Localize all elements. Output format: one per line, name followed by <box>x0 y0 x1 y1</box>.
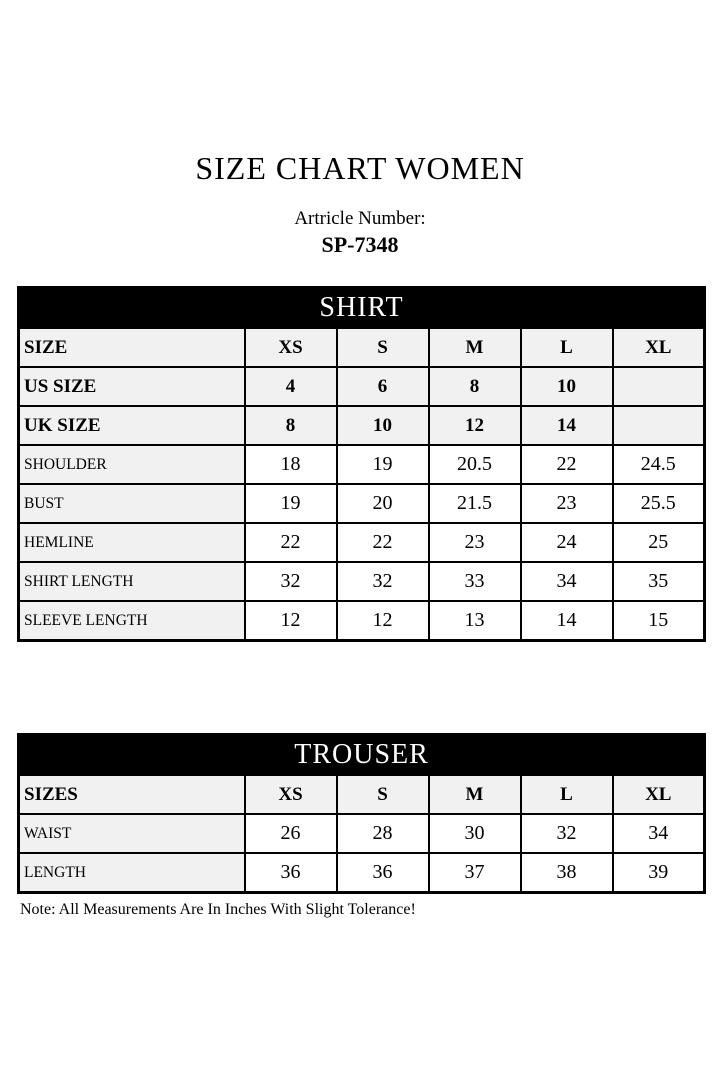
cell-value: 22 <box>337 523 429 562</box>
cell-value: 18 <box>245 445 337 484</box>
page-title: SIZE CHART WOMEN <box>195 150 525 186</box>
cell-value: 19 <box>337 445 429 484</box>
shirt-row-shirt-length <box>19 562 705 601</box>
article-number-label: Artricle Number: <box>294 208 426 229</box>
cell-value: 32 <box>521 814 613 853</box>
trouser-row-length <box>19 853 705 893</box>
cell-value: 20 <box>337 484 429 523</box>
cell-value: 32 <box>245 562 337 601</box>
cell-value: 38 <box>521 853 613 893</box>
cell-value: 4 <box>245 367 337 406</box>
shirt-size-header-row <box>19 328 705 367</box>
shirt-col-size: SIZE <box>19 328 245 367</box>
shirt-col-m: M <box>429 328 521 367</box>
cell-value: 23 <box>429 523 521 562</box>
cell-value <box>613 367 705 406</box>
trouser-col-m: M <box>429 775 521 814</box>
cell-value: 15 <box>613 601 705 641</box>
row-label: SHIRT LENGTH <box>19 562 245 601</box>
cell-value: 19 <box>245 484 337 523</box>
cell-value: 22 <box>521 445 613 484</box>
cell-value: 14 <box>521 406 613 445</box>
trouser-table-title: TROUSER <box>19 735 705 776</box>
cell-value: 24.5 <box>613 445 705 484</box>
cell-value: 28 <box>337 814 429 853</box>
cell-value: 39 <box>613 853 705 893</box>
trouser-col-l: L <box>521 775 613 814</box>
trouser-col-s: S <box>337 775 429 814</box>
cell-value: 25.5 <box>613 484 705 523</box>
cell-value: 13 <box>429 601 521 641</box>
shirt-col-xs: XS <box>245 328 337 367</box>
shirt-col-s: S <box>337 328 429 367</box>
cell-value: 12 <box>337 601 429 641</box>
row-label: UK SIZE <box>19 406 245 445</box>
cell-value: 22 <box>245 523 337 562</box>
shirt-row-hemline <box>19 523 705 562</box>
cell-value: 12 <box>429 406 521 445</box>
row-label: SHOULDER <box>19 445 245 484</box>
shirt-table-title: SHIRT <box>19 288 705 329</box>
trouser-col-xl: XL <box>613 775 705 814</box>
trouser-size-table <box>17 733 706 894</box>
measurement-note: Note: All Measurements Are In Inches With Slight Tolerance! <box>20 901 416 918</box>
cell-value: 14 <box>521 601 613 641</box>
cell-value: 30 <box>429 814 521 853</box>
cell-value: 32 <box>337 562 429 601</box>
cell-value: 20.5 <box>429 445 521 484</box>
cell-value: 6 <box>337 367 429 406</box>
cell-value: 36 <box>337 853 429 893</box>
shirt-col-l: L <box>521 328 613 367</box>
trouser-col-xs: XS <box>245 775 337 814</box>
cell-value: 10 <box>521 367 613 406</box>
shirt-row-uk-size <box>19 406 705 445</box>
cell-value: 24 <box>521 523 613 562</box>
shirt-col-xl: XL <box>613 328 705 367</box>
row-label: SLEEVE LENGTH <box>19 601 245 641</box>
cell-value: 12 <box>245 601 337 641</box>
cell-value: 34 <box>521 562 613 601</box>
trouser-col-sizes: SIZES <box>19 775 245 814</box>
cell-value: 8 <box>429 367 521 406</box>
shirt-row-shoulder <box>19 445 705 484</box>
shirt-size-table <box>17 286 706 642</box>
cell-value: 25 <box>613 523 705 562</box>
cell-value: 8 <box>245 406 337 445</box>
shirt-row-sleeve-length <box>19 601 705 641</box>
cell-value: 21.5 <box>429 484 521 523</box>
shirt-row-us-size <box>19 367 705 406</box>
cell-value: 33 <box>429 562 521 601</box>
row-label: BUST <box>19 484 245 523</box>
shirt-row-bust <box>19 484 705 523</box>
cell-value: 34 <box>613 814 705 853</box>
cell-value: 10 <box>337 406 429 445</box>
trouser-table-title-row <box>19 735 705 776</box>
row-label: HEMLINE <box>19 523 245 562</box>
row-label: US SIZE <box>19 367 245 406</box>
cell-value <box>613 406 705 445</box>
cell-value: 26 <box>245 814 337 853</box>
row-label: LENGTH <box>19 853 245 893</box>
cell-value: 35 <box>613 562 705 601</box>
cell-value: 37 <box>429 853 521 893</box>
shirt-table-title-row <box>19 288 705 329</box>
cell-value: 36 <box>245 853 337 893</box>
trouser-size-header-row <box>19 775 705 814</box>
cell-value: 23 <box>521 484 613 523</box>
row-label: WAIST <box>19 814 245 853</box>
article-number-value: SP-7348 <box>321 232 399 257</box>
trouser-row-waist <box>19 814 705 853</box>
